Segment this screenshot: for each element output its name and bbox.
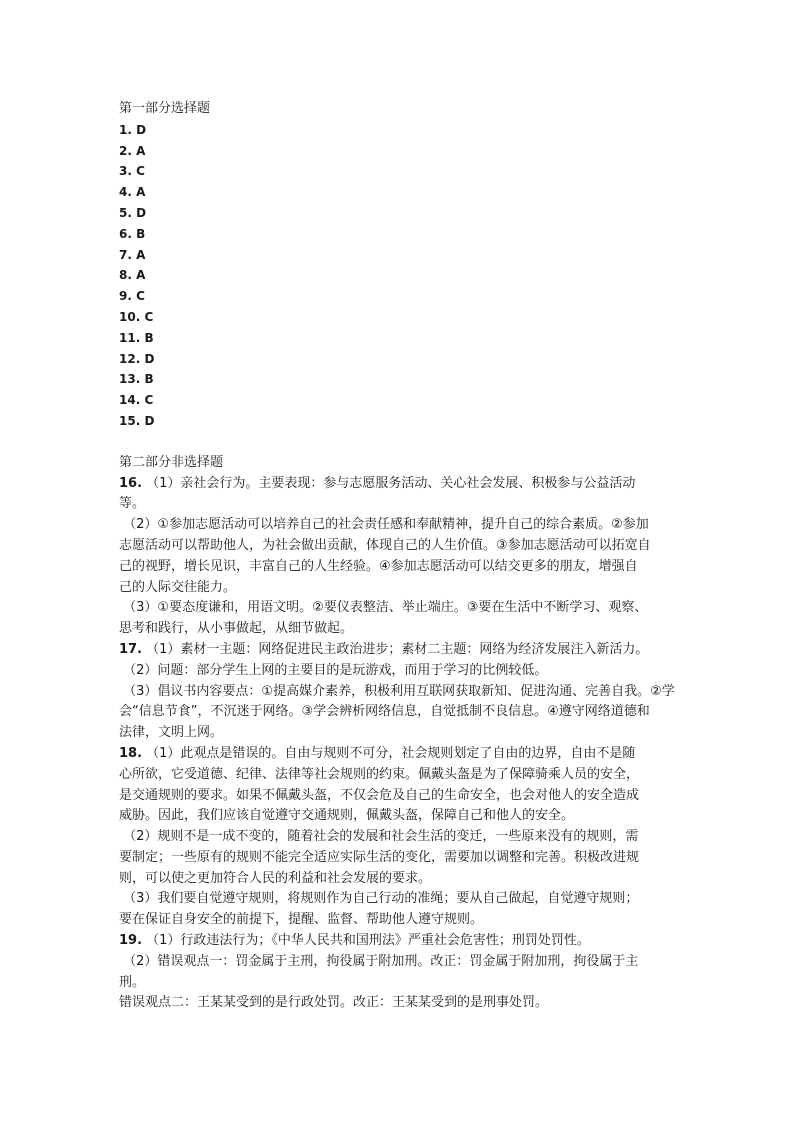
part2-heading: 第二部分非选择题: [119, 454, 224, 470]
choice-answer: [119, 349, 689, 370]
question-16-answer: [119, 474, 689, 640]
question-17-answer: [119, 640, 689, 744]
part1-heading: 第一部分选择题: [119, 101, 211, 116]
answer-letter: A: [136, 268, 146, 283]
answer-letter: A: [136, 247, 146, 262]
question-number: 10.: [119, 309, 141, 324]
choice-answer: [119, 182, 689, 203]
choice-answer: [119, 286, 689, 307]
question-number: 15.: [119, 413, 141, 428]
question-number: 16.: [119, 475, 143, 491]
question-number: 9.: [119, 289, 132, 304]
question-18-answer: [119, 744, 689, 931]
answer-text: （1）行政违法行为；《中华人民共和国刑法》严重社会危害性；刑罚处罚性。: [142, 933, 590, 949]
answer-letter: D: [136, 122, 147, 137]
answer-line: [119, 640, 689, 661]
answer-letter: D: [136, 205, 147, 220]
choice-answer: [119, 203, 689, 224]
answer-line: 法律，文明上网。: [119, 725, 224, 741]
section-spacer: [119, 432, 689, 453]
answer-line: 己的视野，增长见识，丰富自己的人生经验。④参加志愿活动可以结交更多的朋友，增强自: [119, 558, 638, 574]
question-number: 13.: [119, 372, 141, 387]
answer-line: （2）问题：部分学生上网的主要目的是玩游戏，而用于学习的比例较低。: [119, 662, 548, 678]
question-number: 7.: [119, 247, 132, 262]
answer-line: 威胁。因此，我们应该自觉遵守交通规则，佩戴头盔，保障自己和他人的安全。: [119, 808, 575, 824]
answer-line: 思考和践行，从小事做起，从细节做起。: [119, 621, 354, 637]
answer-line: （2）规则不是一成不变的，随着社会的发展和社会生活的变迁，一些原来没有的规则，需: [119, 829, 639, 845]
question-number: 18.: [119, 745, 143, 761]
answer-text: （1）亲社会行为。主要表现：参与志愿服务活动、关心社会发展、积极参与公益活动: [142, 475, 636, 491]
choice-answer: [119, 411, 689, 432]
question-number: 12.: [119, 351, 141, 366]
answer-line: 刑。: [119, 974, 146, 990]
answer-letter: B: [144, 372, 154, 387]
question-number: 17.: [119, 641, 143, 657]
answer-letter: C: [136, 289, 145, 304]
answer-line: （3）①要态度谦和，用语文明。②要仪表整洁、举止端庄。③要在生活中不断学习、观察、: [119, 600, 648, 616]
question-number: 6.: [119, 226, 132, 241]
question-number: 3.: [119, 164, 132, 179]
choice-answer: [119, 120, 689, 141]
answer-line: [119, 474, 689, 495]
answer-line: 志愿活动可以帮助他人，为社会做出贡献，体现自己的人生价值。③参加志愿活动可以拓宽自: [119, 537, 651, 553]
answer-line: [119, 744, 689, 765]
answer-letter: A: [136, 143, 146, 158]
question-number: 8.: [119, 268, 132, 283]
choice-answer: [119, 390, 689, 411]
question-number: 1.: [119, 122, 132, 137]
answer-letter: C: [144, 393, 154, 408]
answer-line: （2）错误观点一：罚金属于主刑，拘役属于附加刑。改正：罚金属于附加刑，拘役属于主: [119, 953, 639, 969]
answer-letter: B: [144, 330, 154, 345]
answer-letter: D: [144, 351, 155, 366]
answer-letter: C: [136, 164, 145, 179]
choice-answer: [119, 224, 689, 245]
answer-line: 心所欲，它受道德、纪律、法律等社会规则的约束。佩戴头盔是为了保障骑乘人员的安全，: [119, 766, 640, 782]
question-number: 5.: [119, 205, 132, 220]
answer-line: （3）倡议书内容要点：①提高媒介素养，积极利用互联网获取新知、促进沟通、完善自我。②学: [119, 683, 675, 699]
choice-answer: [119, 369, 689, 390]
answer-line: 错误观点二：王某某受到的是行政处罚。改正：王某某受到的是刑事处罚。: [119, 995, 549, 1011]
answer-line: （2）①参加志愿活动可以培养自己的社会责任感和奉献精神，提升自己的综合素质。②参加: [119, 517, 649, 533]
choice-answer: [119, 141, 689, 162]
answer-line: 会“信息节食”，不沉迷于网络。③学会辨析网络信息，自觉抵制不良信息。④遵守网络道德和: [119, 704, 650, 720]
answer-letter: C: [144, 309, 154, 324]
choice-answer: [119, 245, 689, 266]
choice-answer-list: [119, 120, 689, 432]
question-number: 19.: [119, 933, 143, 949]
answer-line: 是交通规则的要求。如果不佩戴头盔，不仅会危及自己的生命安全，也会对他人的安全造成: [119, 787, 640, 803]
answer-line: 要制定；一些原有的规则不能完全适应实际生活的变化，需要加以调整和完善。积极改进规: [119, 849, 640, 865]
answer-line: （3）我们要自觉遵守规则，将规则作为自己行动的准绳；要从自己做起，自觉遵守规则；: [119, 891, 639, 907]
choice-answer: [119, 161, 689, 182]
question-number: 11.: [119, 330, 141, 345]
answer-letter: D: [144, 413, 155, 428]
answer-text: （1）素材一主题：网络促进民主政治进步；素材二主题：网络为经济发展注入新活力。: [142, 641, 649, 657]
answer-key-document: [119, 99, 689, 1014]
choice-answer: [119, 265, 689, 286]
question-number: 14.: [119, 393, 141, 408]
answer-line: 等。: [119, 496, 146, 512]
answer-line: 则，可以使之更加符合人民的利益和社会发展的要求。: [119, 870, 432, 886]
question-number: 4.: [119, 185, 132, 200]
question-number: 2.: [119, 143, 132, 158]
answer-letter: B: [136, 226, 146, 241]
answer-line: [119, 931, 689, 952]
choice-answer: [119, 307, 689, 328]
answer-letter: A: [136, 185, 146, 200]
question-19-answer: [119, 931, 689, 1014]
answer-line: 要在保证自身安全的前提下，提醒、监督、帮助他人遵守规则。: [119, 912, 484, 928]
choice-answer: [119, 328, 689, 349]
answer-line: 己的人际交往能力。: [119, 579, 237, 595]
answer-text: （1）此观点是错误的。自由与规则不可分，社会规则划定了自由的边界，自由不是随: [142, 745, 636, 761]
